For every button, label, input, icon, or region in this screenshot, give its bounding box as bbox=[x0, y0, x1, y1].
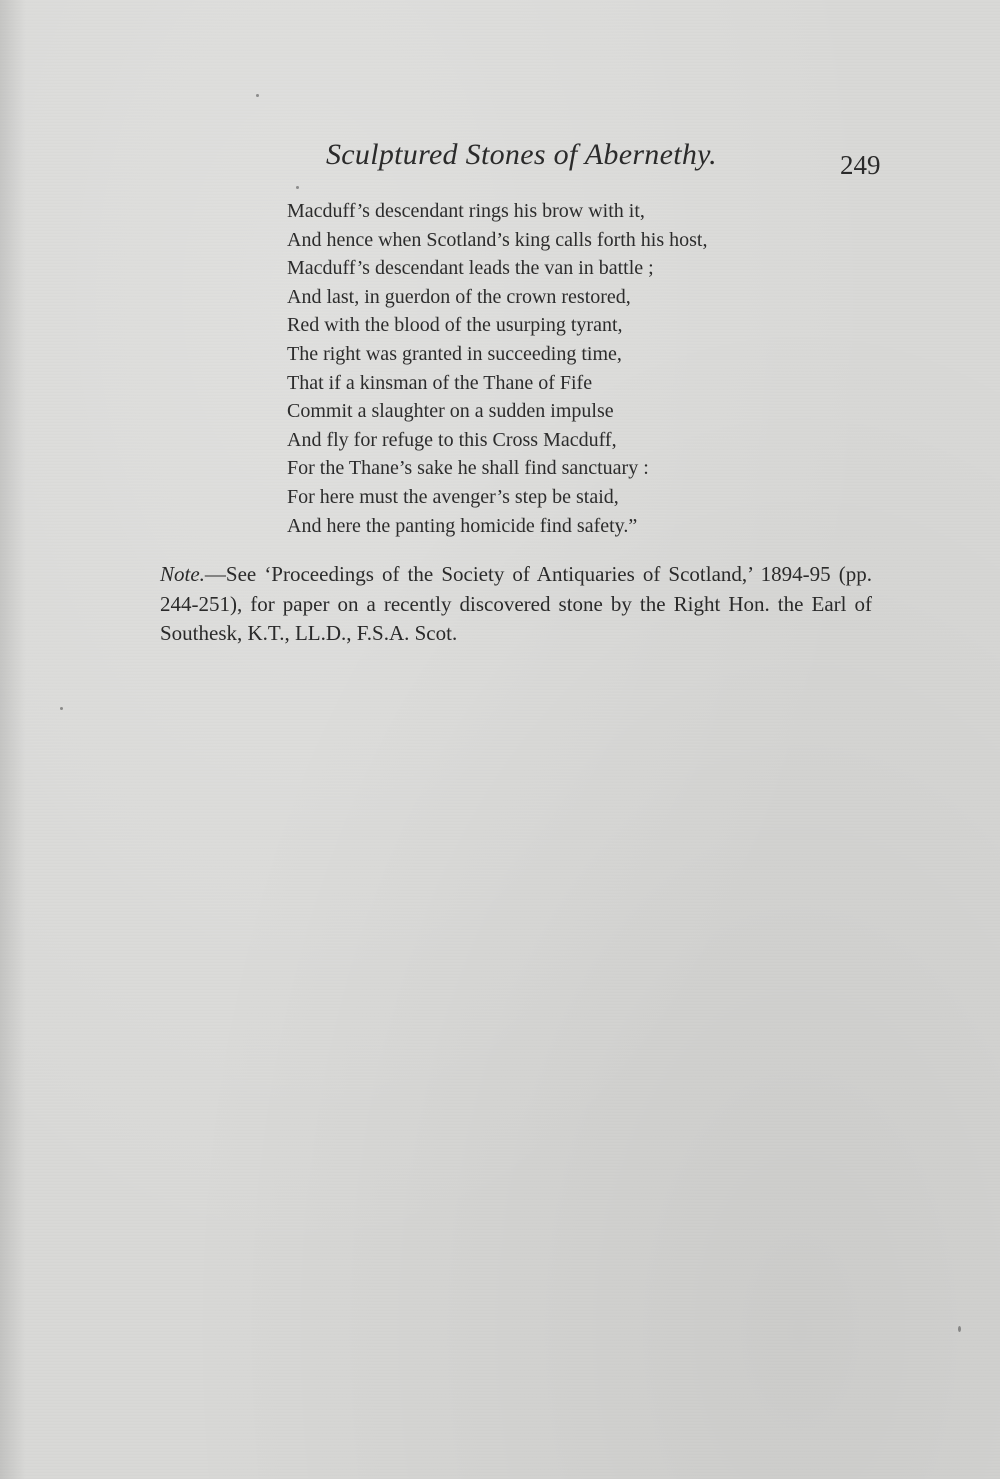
note-label: Note. bbox=[160, 562, 205, 586]
note-text: —See ‘Proceedings of the Society of Antiquaries of Scotland,’ 1894-95 (pp. 244-251), for paper on a recently discovered stone by the Right Hon. the Earl of Southesk, K.T., LL.D., F.S.A. Scot. bbox=[160, 562, 872, 645]
verse-line: That if a kinsman of the Thane of Fife bbox=[287, 371, 593, 394]
verse-line: Macduff’s descendant rings his brow with it, bbox=[287, 200, 645, 222]
verse-line: For the Thane’s sake he shall find sanctuary : bbox=[287, 457, 649, 480]
footnote bbox=[160, 560, 872, 649]
verse-line: For here must the avenger’s step be staid, bbox=[287, 485, 619, 508]
verse-line: Macduff’s descendant leads the van in battle ; bbox=[287, 257, 654, 280]
verse-line: The right was granted in succeeding time, bbox=[287, 342, 622, 365]
verse-line: Commit a slaughter on a sudden impulse bbox=[287, 400, 614, 423]
verse-line: Red with the blood of the usurping tyrant, bbox=[287, 314, 623, 337]
paper-speck bbox=[296, 186, 299, 189]
running-title: Sculptured Stones of Abernethy. bbox=[326, 138, 717, 171]
verse-line: And fly for refuge to this Cross Macduff, bbox=[287, 428, 617, 451]
verse-block bbox=[287, 197, 847, 540]
verse-line: And last, in guerdon of the crown restored, bbox=[287, 285, 631, 308]
paper-speck bbox=[60, 707, 63, 710]
verse-line: And here the panting homicide find safety.” bbox=[287, 514, 638, 537]
page-number: 249 bbox=[840, 150, 881, 180]
verse-line: And hence when Scotland’s king calls forth his host, bbox=[287, 228, 708, 251]
paper-speck bbox=[256, 94, 259, 97]
paper-speck bbox=[958, 1326, 961, 1332]
gutter-shadow bbox=[0, 0, 26, 1479]
